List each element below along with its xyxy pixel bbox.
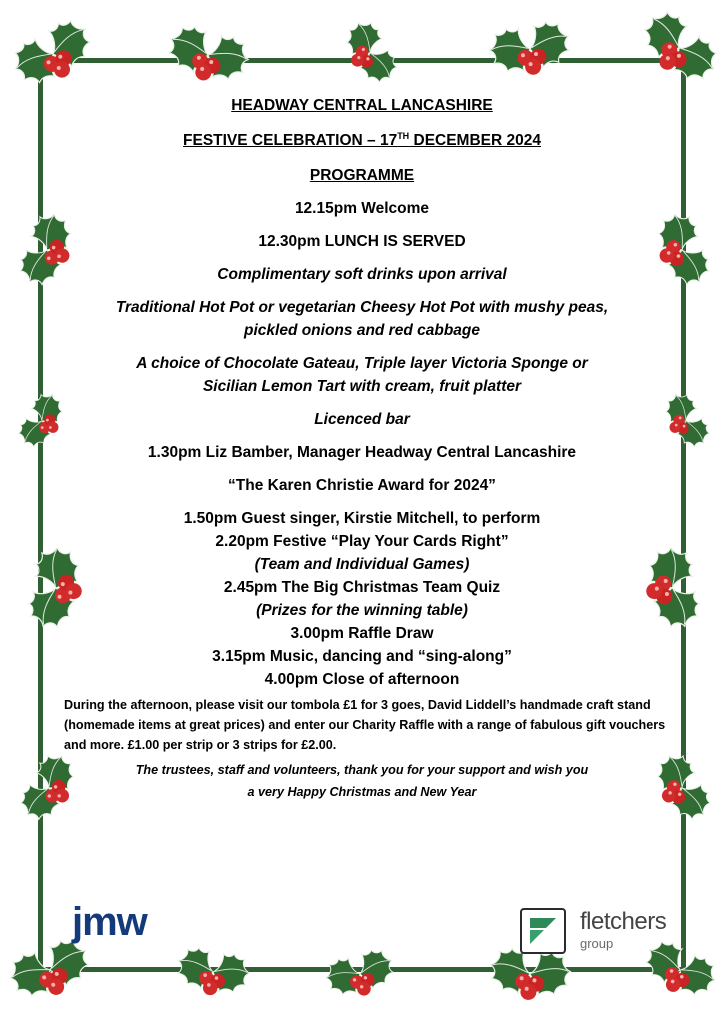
holly-decoration-icon: [168, 932, 258, 1020]
programme-heading: PROGRAMME: [309, 167, 415, 184]
main-course-line-1: Traditional Hot Pot or vegetarian Cheesy Hot Pot with mushy peas,: [115, 299, 609, 316]
event-heading: FESTIVE CELEBRATION – 17TH DECEMBER 2024: [183, 130, 541, 149]
fletchers-mark-icon: [520, 908, 566, 954]
holly-decoration-icon: [482, 14, 578, 104]
music-item: 3.15pm Music, dancing and “sing-along”: [212, 648, 512, 665]
singer-item: 1.50pm Guest singer, Kirstie Mitchell, to perform: [183, 510, 541, 527]
programme-content: [64, 96, 666, 802]
lunch-item: 12.30pm LUNCH IS SERVED: [258, 233, 466, 250]
jmw-logo: jmw: [72, 900, 147, 944]
close-item: 4.00pm Close of afternoon: [264, 671, 460, 688]
holly-decoration-icon: [160, 20, 256, 100]
dessert-line-1: A choice of Chocolate Gateau, Triple layer Victoria Sponge or: [136, 355, 588, 372]
thanks-line-1: The trustees, staff and volunteers, thank you for your support and wish you: [135, 763, 589, 777]
award-item: “The Karen Christie Award for 2024”: [228, 477, 496, 494]
quiz-item: 2.45pm The Big Christmas Team Quiz: [223, 579, 501, 596]
holly-decoration-icon: [648, 386, 724, 462]
dessert-line-2: Sicilian Lemon Tart with cream, fruit platter: [202, 378, 522, 395]
fletchers-sub: group: [580, 936, 614, 951]
quiz-note: (Prizes for the winning table): [256, 602, 468, 619]
cards-note: (Team and Individual Games): [254, 556, 470, 573]
cards-item: 2.20pm Festive “Play Your Cards Right”: [215, 533, 509, 550]
thanks-line-2: a very Happy Christmas and New Year: [247, 785, 477, 799]
holly-decoration-icon: [318, 934, 402, 1020]
drinks-item: Complimentary soft drinks upon arrival: [217, 266, 507, 283]
speaker-item: 1.30pm Liz Bamber, Manager Headway Central Lancashire: [147, 444, 577, 461]
bar-item: Licenced bar: [314, 411, 410, 428]
tombola-paragraph: During the afternoon, please visit our tombola £1 for 3 goes, David Liddell’s handmade craft stand (homemade items at great prices) and enter our Charity Raffle with a range of fabulous gift vouchers and more. £1.00 per strip or 3 strips for £2.00.: [64, 698, 666, 752]
fletchers-group-logo: [520, 906, 680, 960]
holly-decoration-icon: [634, 8, 724, 108]
holly-decoration-icon: [4, 386, 80, 462]
raffle-item: 3.00pm Raffle Draw: [290, 625, 434, 642]
fletchers-name: fletchers: [580, 908, 667, 935]
welcome-item: 12.15pm Welcome: [294, 200, 430, 217]
main-course-line-2: pickled onions and red cabbage: [244, 322, 480, 339]
org-heading: HEADWAY CENTRAL LANCASHIRE: [231, 97, 493, 114]
holly-decoration-icon: [330, 18, 410, 98]
holly-decoration-icon: [8, 14, 98, 104]
